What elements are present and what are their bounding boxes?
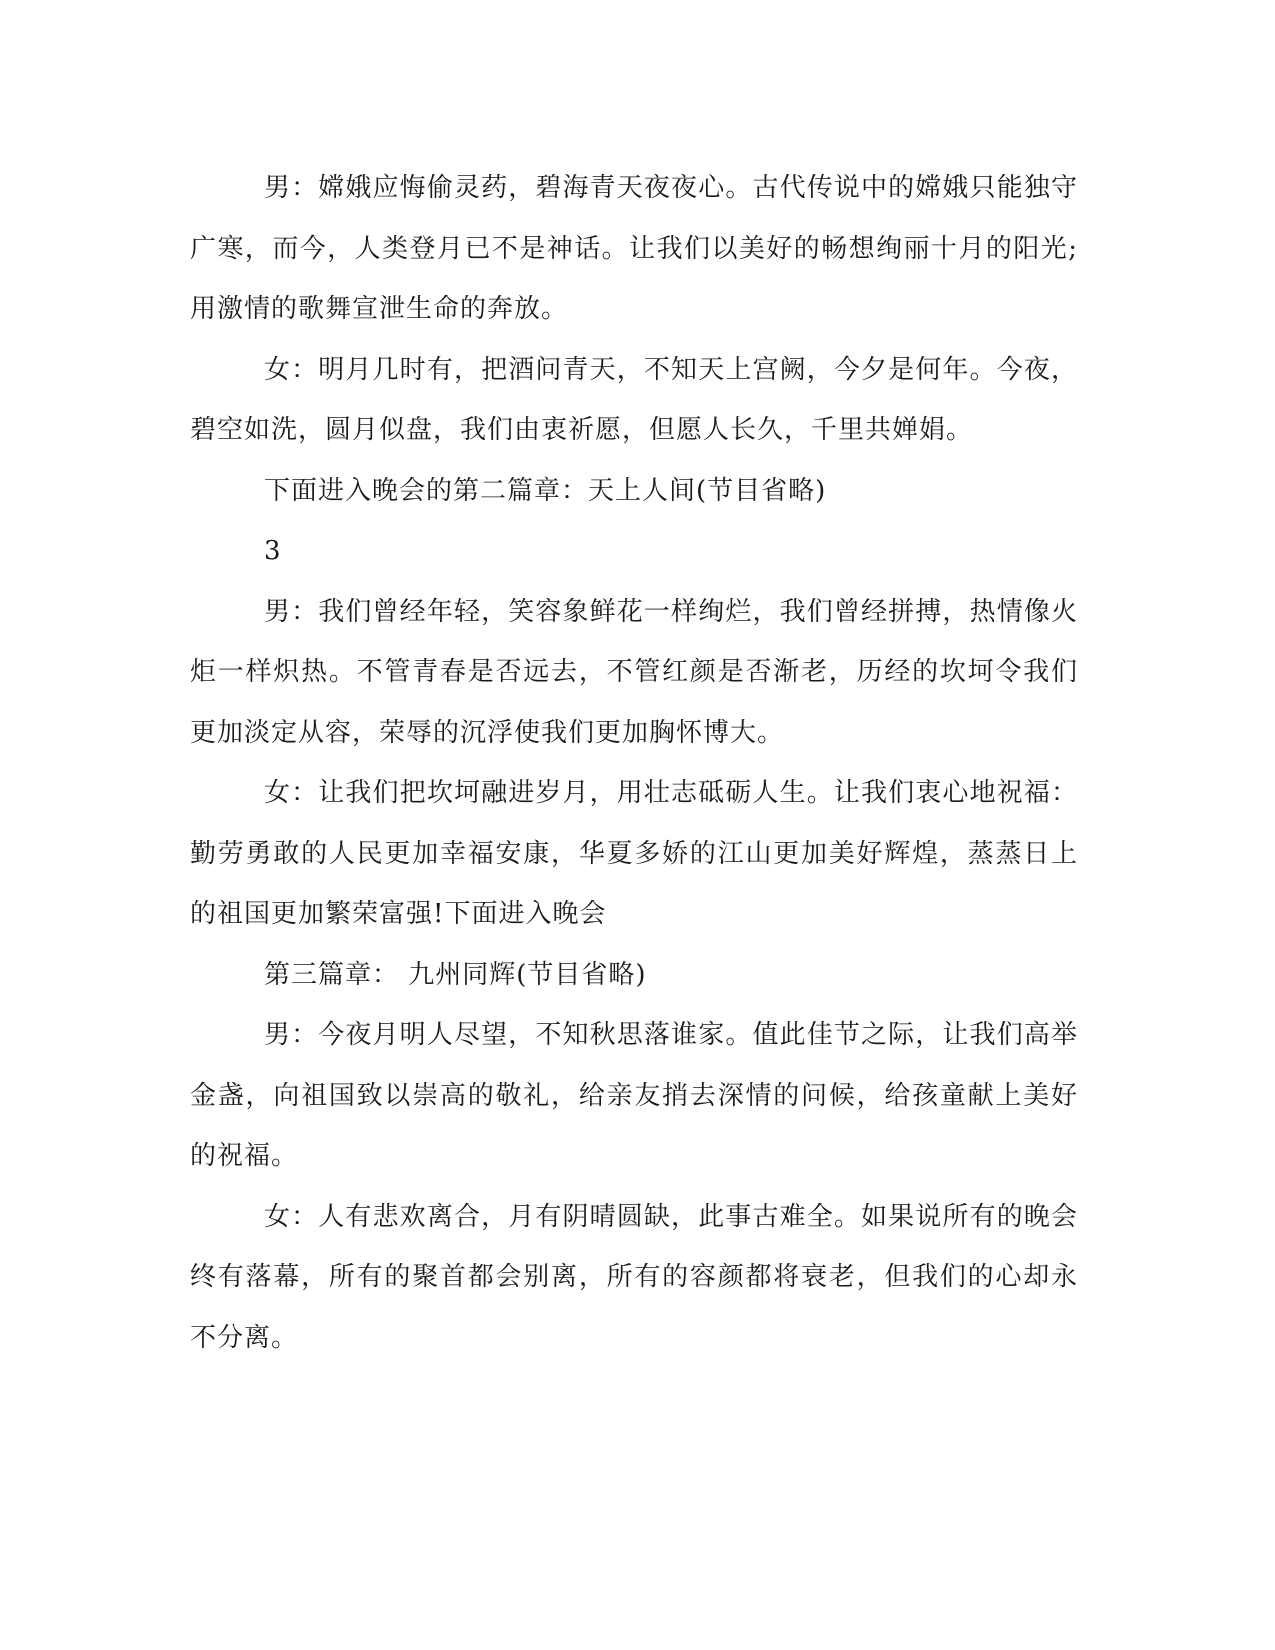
paragraph-male-1: 男：嫦娥应悔偷灵药，碧海青天夜夜心。古代传说中的嫦娥只能独守广寒，而今，人类登月已不是神话。让我们以美好的畅想绚丽十月的阳光;用激情的歌舞宣泄生命的奔放。 [190, 173, 1078, 324]
paragraph-female-1: 女：明月几时有，把酒问青天，不知天上宫阙，今夕是何年。今夜，碧空如洗，圆月似盘，我们由衷祈愿，但愿人长久，千里共婵娟。 [190, 354, 1078, 445]
paragraph-female-3: 女：人有悲欢离合，月有阴晴圆缺，此事古难全。如果说所有的晚会终有落幕，所有的聚首都会别离，所有的容颜都将衰老，但我们的心却永不分离。 [190, 1201, 1078, 1353]
paragraph-female-2: 女：让我们把坎坷融进岁月，用壮志砥砺人生。让我们衷心地祝福：勤劳勇敢的人民更加幸福安康，华夏多娇的江山更加美好辉煌，蒸蒸日上的祖国更加繁荣富强!下面进入晚会 [190, 778, 1078, 929]
document-body [190, 158, 1078, 1368]
paragraph-male-2: 男：我们曾经年轻，笑容象鲜花一样绚烂，我们曾经拼搏，热情像火炬一样炽热。不管青春是否远去，不管红颜是否渐老，历经的坎坷令我们更加淡定从容，荣辱的沉浮使我们更加胸怀博大。 [190, 596, 1078, 748]
paragraph-chapter-3: 第三篇章： 九州同辉(节目省略) [264, 959, 647, 990]
section-number: 3 [264, 536, 282, 566]
paragraph-chapter-2: 下面进入晚会的第二篇章：天上人间(节目省略) [264, 475, 827, 506]
paragraph-male-3: 男：今夜月明人尽望，不知秋思落谁家。值此佳节之际，让我们高举金盏，向祖国致以崇高的敬礼，给亲友捎去深情的问候，给孩童献上美好的祝福。 [190, 1020, 1078, 1171]
